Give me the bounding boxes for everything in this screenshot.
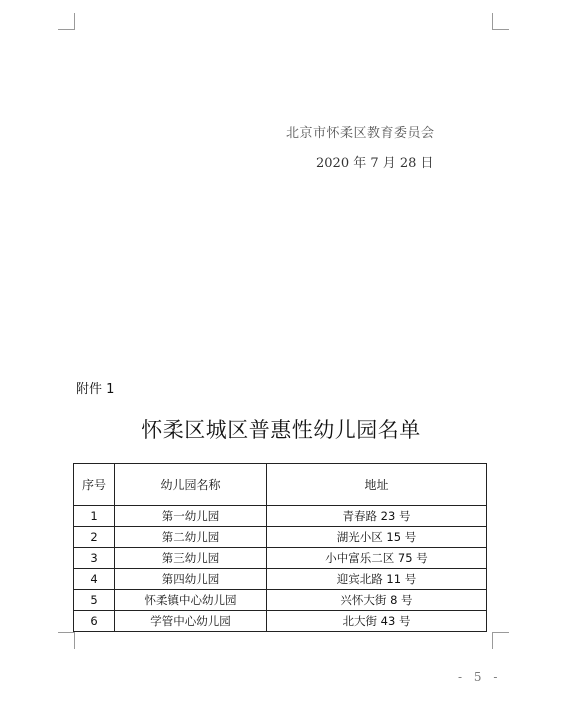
corner-mark-top-left [58, 13, 75, 30]
kindergarten-address: 小中富乐二区 75 号 [267, 548, 487, 569]
header-number: 序号 [74, 464, 115, 506]
kindergarten-address: 湖光小区 15 号 [267, 527, 487, 548]
row-number: 5 [74, 590, 115, 611]
corner-mark-bottom-right [492, 632, 509, 649]
kindergarten-address: 北大街 43 号 [267, 611, 487, 632]
attachment-label: 附件 1 [76, 382, 115, 397]
row-number: 1 [74, 506, 115, 527]
kindergarten-name: 第四幼儿园 [115, 569, 267, 590]
kindergarten-address: 青春路 23 号 [267, 506, 487, 527]
table-row [74, 527, 487, 548]
page-number: - 5 - [458, 670, 502, 684]
kindergarten-name: 怀柔镇中心幼儿园 [115, 590, 267, 611]
kindergarten-name: 第三幼儿园 [115, 548, 267, 569]
kindergarten-name: 第二幼儿园 [115, 527, 267, 548]
table-row [74, 548, 487, 569]
row-number: 6 [74, 611, 115, 632]
table-row [74, 569, 487, 590]
row-number: 2 [74, 527, 115, 548]
header-name: 幼儿园名称 [115, 464, 267, 506]
corner-mark-bottom-left [58, 632, 75, 649]
table-row [74, 590, 487, 611]
issue-date: 2020 年 7 月 28 日 [316, 156, 434, 171]
kindergarten-address: 兴怀大街 8 号 [267, 590, 487, 611]
corner-mark-top-right [492, 13, 509, 30]
row-number: 4 [74, 569, 115, 590]
kindergarten-table [73, 463, 487, 632]
row-number: 3 [74, 548, 115, 569]
header-address: 地址 [267, 464, 487, 506]
document-title: 怀柔区城区普惠性幼儿园名单 [141, 418, 421, 442]
kindergarten-name: 第一幼儿园 [115, 506, 267, 527]
table-row [74, 506, 487, 527]
issuer-name: 北京市怀柔区教育委员会 [286, 126, 435, 141]
kindergarten-address: 迎宾北路 11 号 [267, 569, 487, 590]
table-row [74, 611, 487, 632]
kindergarten-name: 学管中心幼儿园 [115, 611, 267, 632]
table-header-row [74, 464, 487, 506]
